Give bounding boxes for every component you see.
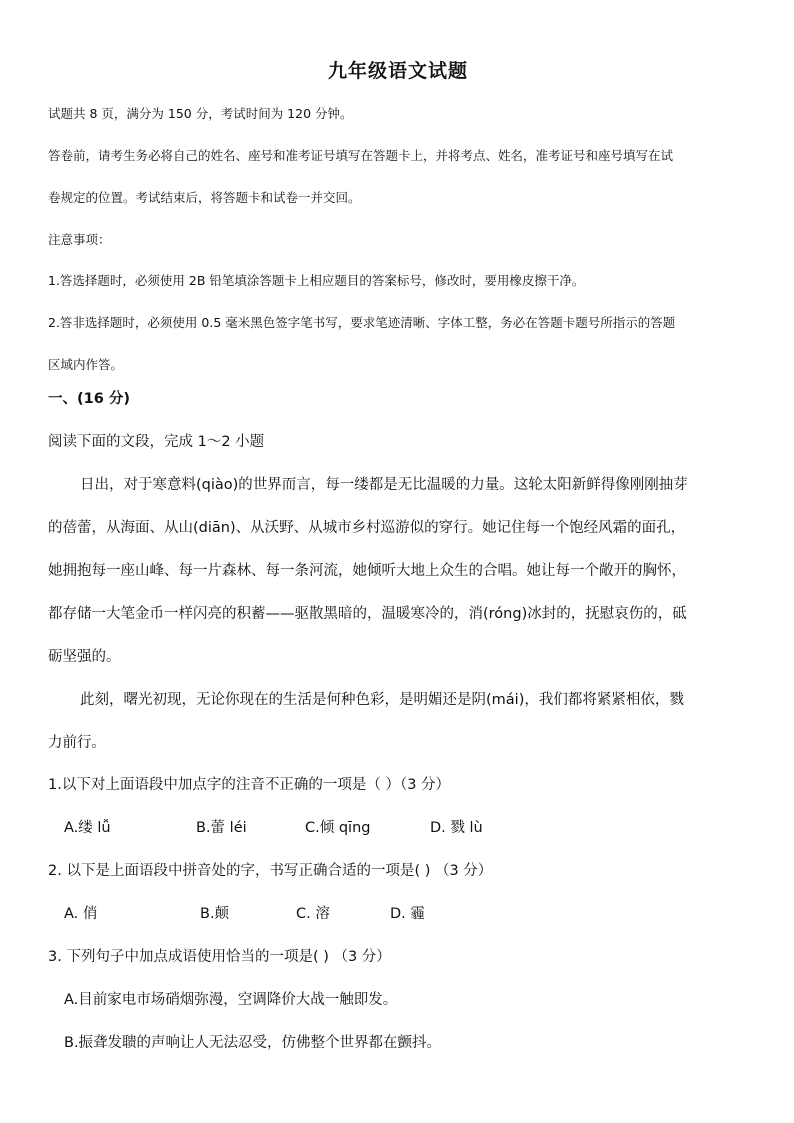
passage-line: 日出，对于寒意料(qiào)的世界而言，每一缕都是无比温暖的力量。这轮太阳新鲜得像刚刚抽芽 [80, 477, 688, 493]
question-stem: 3. 下列句子中加点成语使用恰当的一项是( ) （3 分） [48, 949, 391, 965]
option: C.倾 qīng [305, 820, 371, 836]
option: B.蕾 léi [196, 820, 247, 836]
passage-line: 此刻，曙光初现，无论你现在的生活是何种色彩，是明媚还是阴(mái)，我们都将紧紧相依，戮 [80, 692, 684, 708]
option: D. 霾 [390, 906, 425, 922]
option: B.颠 [200, 906, 230, 922]
option: A.缕 lǚ [64, 820, 111, 836]
intro-line: 答卷前，请考生务必将自己的姓名、座号和准考证号填写在答题卡上，并将考点、姓名，准考证号和座号填写在试 [48, 148, 674, 163]
option: A.目前家电市场硝烟弥漫，空调降价大战一触即发。 [64, 992, 398, 1008]
notice-item: 区域内作答。 [48, 357, 124, 372]
notice-item: 1.答选择题时，必须使用 2B 铅笔填涂答题卡上相应题目的答案标号，修改时，要用橡皮擦干净。 [48, 273, 585, 288]
section-heading: 一、(16 分) [48, 391, 130, 407]
passage-line: 力前行。 [48, 735, 106, 751]
option: D. 戮 lù [430, 820, 483, 836]
question-options [48, 902, 748, 924]
section-instruction: 阅读下面的文段，完成 1～2 小题 [48, 434, 265, 450]
question-options [48, 816, 748, 838]
passage-line: 她拥抱每一座山峰、每一片森林、每一条河流，她倾听大地上众生的合唱。她让每一个敞开的胸怀， [48, 563, 686, 579]
passage-line: 的蓓蕾，从海面、从山(diān)、从沃野、从城市乡村巡游似的穿行。她记住每一个饱经风霜的面孔， [48, 520, 686, 536]
passage-line: 都存储一大笔金币一样闪亮的积蓄——驱散黑暗的，温暖寒冷的，消(róng)冰封的，抚慰哀伤的，砥 [48, 606, 687, 622]
notice-heading: 注意事项： [48, 232, 111, 247]
question-stem: 1.以下对上面语段中加点字的注音不正确的一项是（ ）（3 分） [48, 777, 451, 793]
question-stem: 2. 以下是上面语段中拼音处的字，书写正确合适的一项是( ) （3 分） [48, 863, 493, 879]
option: A. 俏 [64, 906, 98, 922]
intro-line: 试题共 8 页，满分为 150 分，考试时间为 120 分钟。 [48, 106, 353, 121]
option: B.振聋发聩的声响让人无法忍受，仿佛整个世界都在颤抖。 [64, 1035, 442, 1051]
intro-line: 卷规定的位置。考试结束后，将答题卡和试卷一并交回。 [48, 190, 361, 205]
option: C. 溶 [296, 906, 330, 922]
page-title: 九年级语文试题 [327, 60, 468, 82]
passage-line: 砺坚强的。 [48, 649, 121, 665]
notice-item: 2.答非选择题时，必须使用 0.5 毫米黑色签字笔书写，要求笔迹清晰、字体工整，务必在答题卡题号所指示的答题 [48, 315, 676, 330]
